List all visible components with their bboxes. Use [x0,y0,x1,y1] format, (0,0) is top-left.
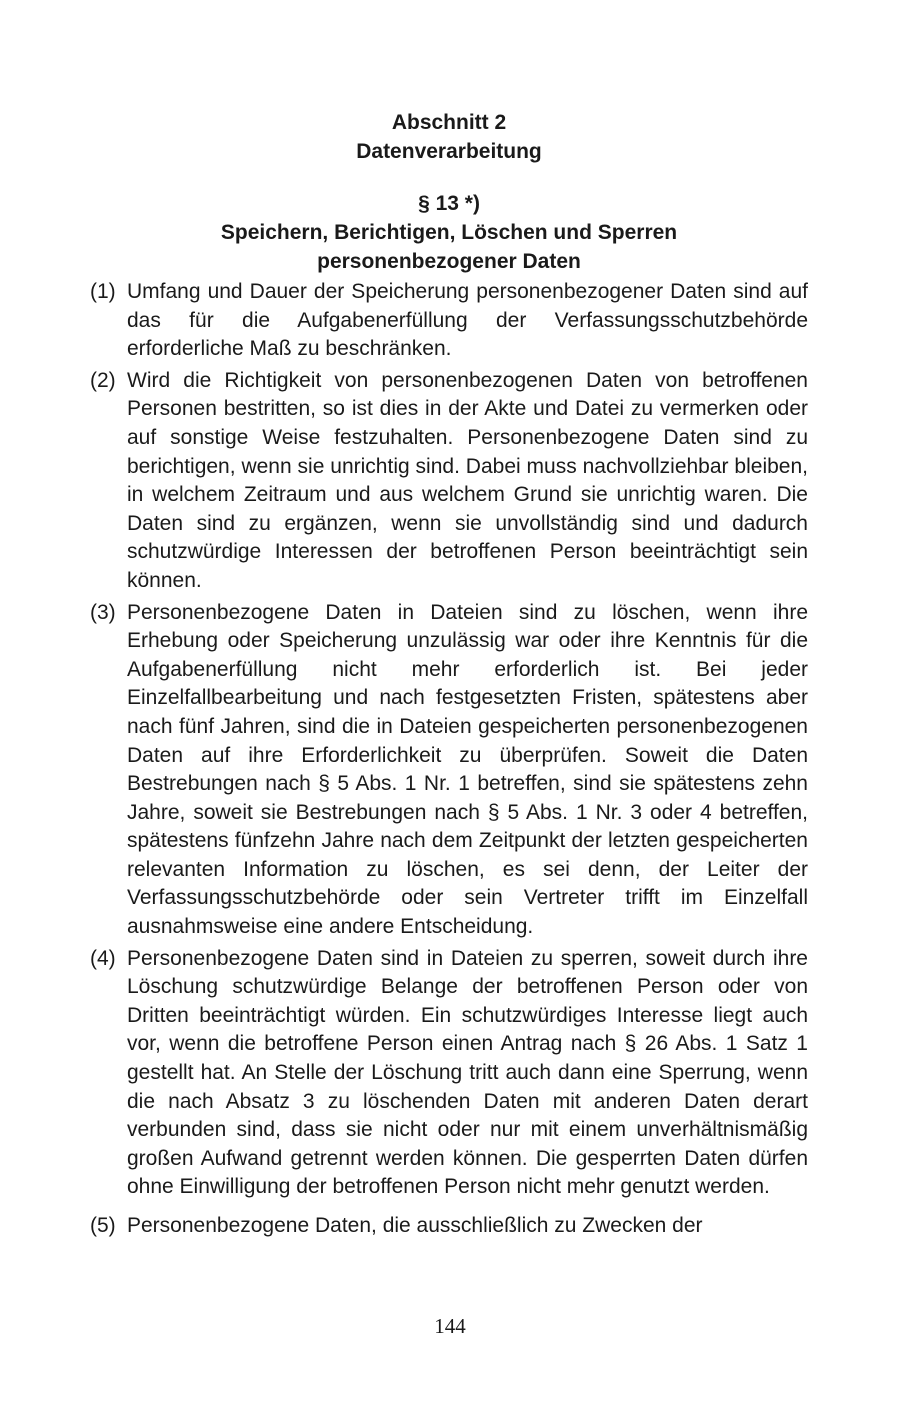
subparagraph-3 [90,599,808,942]
subparagraph-number: (3) [90,600,116,624]
subparagraph-text: Umfang und Dauer der Speicherung personenbezogener Daten sind auf das für die Aufgabenerfüllung der Verfassungsschutzbehörde erforderliche Maß zu beschränken. [127,280,808,361]
subparagraph-number: (5) [90,1214,116,1237]
subparagraph-text: Personenbezogene Daten, die ausschließlich zu Zwecken der [127,1214,703,1237]
subparagraph-number: (2) [90,368,116,392]
paragraph-number: § 13 *) [418,192,480,215]
paragraph-title-line1: Speichern, Berichtigen, Löschen und Sperren [220,221,678,244]
paragraph-title-line2: personenbezogener Daten [317,250,581,273]
subparagraph-text: Personenbezogene Daten sind in Dateien zu sperren, soweit durch ihre Löschung schutzwürdige Belange der betroffenen Person oder von Dritten beeinträchtigt würden. Ein schutzwürdiges Interesse liegt auch vor, wenn die betroffene Person einen Antrag nach § 26 Abs. 1 Satz 1 gestellt hat. An Stelle der Löschung tritt auch dann eine Sperrung, wenn die nach Absatz 3 zu löschenden Daten mit anderen Daten derart verbunden sind, dass sie nicht oder nur mit einem unverhältnismäßig großen Aufwand getrennt werden können. Die gesperrten Daten dürfen ohne Einwilligung der betroffenen Person nicht mehr genutzt werden. [127,946,808,1199]
section-number: Abschnitt 2 [391,111,507,134]
subparagraph-2 [90,367,808,596]
paragraph-heading [90,189,808,276]
page-number: 144 [434,1314,466,1338]
subparagraph-1 [90,278,808,364]
paragraph-list [90,278,808,1241]
subparagraph-number: (4) [90,946,116,970]
document-page [90,108,808,1244]
subparagraph-5 [90,1212,808,1241]
section-heading [90,108,808,166]
subparagraph-number: (1) [90,280,116,303]
subparagraph-text: Personenbezogene Daten in Dateien sind zu löschen, wenn ihre Erhebung oder Speicherung unzulässig war oder ihre Kenntnis für die Aufgabenerfüllung nicht mehr erforderlich ist. Bei jeder Einzelfallbearbeitung und nach festgesetzten Fristen, spätestens aber nach fünf Jahren, sind die in Dateien gespeicherten personenbezogenen Daten auf ihre Erforderlichkeit zu überprüfen. Soweit die Daten Bestrebungen nach § 5 Abs. 1 Nr. 1 betreffen, sind sie spätestens zehn Jahre, soweit sie Bestrebungen nach § 5 Abs. 1 Nr. 3 oder 4 betreffen, spätestens fünfzehn Jahre nach dem Zeitpunkt der letzten gespeicherten relevanten Information zu löschen, es sei denn, der Leiter der Verfassungsschutzbehörde oder sein Vertreter trifft im Einzelfall ausnahmsweise eine andere Entscheidung. [127,600,808,939]
subparagraph-4 [90,945,808,1202]
section-title: Datenverarbeitung [356,140,542,163]
subparagraph-text: Wird die Richtigkeit von personenbezogenen Daten von betroffenen Personen bestritten, so ist dies in der Akte und Datei zu vermerken oder auf sonstige Weise festzuhalten. Personenbezogene Daten sind zu berichtigen, wenn sie unrichtig sind. Dabei muss nachvollziehbar bleiben, in welchem Zeitraum und aus welchem Grund sie unrichtig waren. Die Daten sind zu ergänzen, wenn sie unvollständig sind und dadurch schutzwürdige Interessen der betroffenen Person beeinträchtigt sein können. [127,368,808,592]
